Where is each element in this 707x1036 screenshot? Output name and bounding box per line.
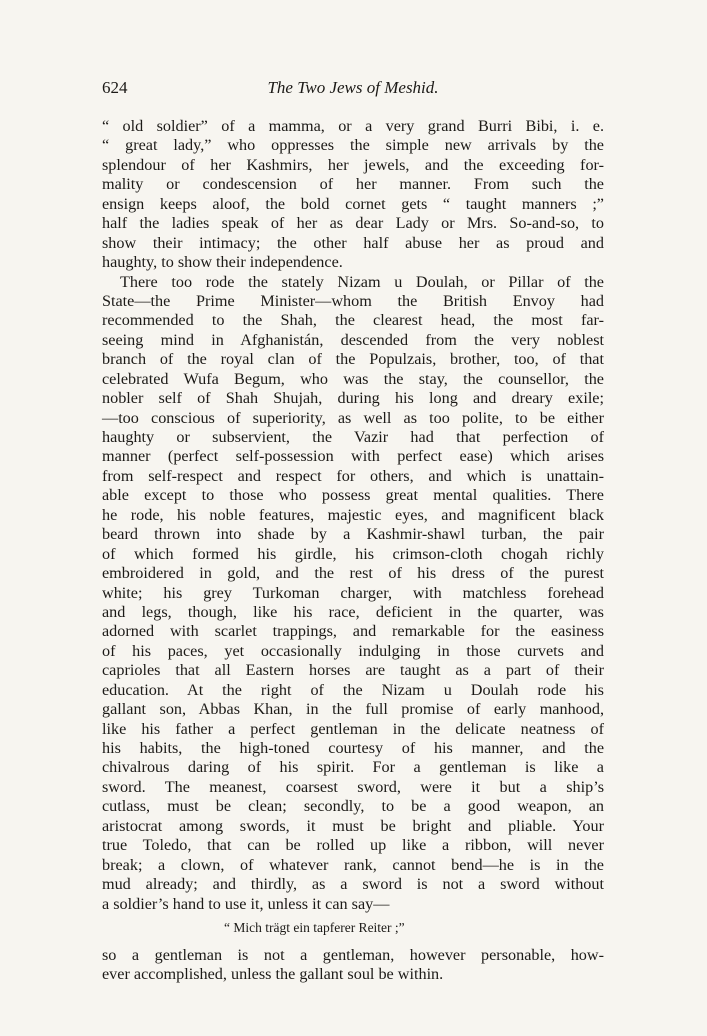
text-line: from self-respect and respect for others, and which is unattain-: [102, 466, 604, 485]
text-line: able except to those who possess great mental qualities. There: [102, 486, 604, 505]
paragraph-2: [102, 273, 604, 914]
text-line: sword. The meanest, coarsest sword, were it but a ship’s: [102, 777, 604, 796]
text-line: his habits, the high-toned courtesy of his manner, and the: [102, 739, 604, 757]
text-line: break; a clown, of whatever rank, cannot bend—he is in the: [102, 855, 604, 874]
text-line: and legs, though, like his race, deficient in the quarter, was: [102, 602, 604, 621]
text-line: State—the Prime Minister—whom the British Envoy had: [102, 291, 604, 310]
text-line: haughty, to show their independence.: [102, 253, 343, 272]
text-line: recommended to the Shah, the clearest head, the most far-: [102, 311, 604, 330]
paragraph-1: [102, 117, 604, 273]
text-line: show their intimacy; the other half abuse her as proud and: [102, 233, 604, 252]
text-line: seeing mind in Afghanistán, descended from the very noblest: [102, 330, 604, 349]
running-title: The Two Jews of Meshid.: [267, 78, 439, 97]
text-line: of which formed his girdle, his crimson-cloth chogah richly: [102, 544, 604, 563]
text-line: branch of the royal clan of the Populzais, brother, too, of that: [102, 350, 604, 369]
german-quote: “ Mich trägt ein tapferer Reiter ;”: [224, 919, 405, 935]
text-line: haughty or subservient, the Vazir had that perfection of: [102, 428, 604, 446]
text-line: half the ladies speak of her as dear Lady or Mrs. So-and-so, to: [102, 214, 604, 233]
text-line: celebrated Wufa Begum, who was the stay, the counsellor, the: [102, 369, 604, 388]
text-line: nobler self of Shah Shujah, during his long and dreary exile;: [102, 389, 604, 408]
book-page: [102, 78, 604, 985]
text-line: embroidered in gold, and the rest of his dress of the purest: [102, 564, 604, 583]
text-line: “ old soldier” of a mamma, or a very grand Burri Bibi, i. e.: [102, 117, 604, 135]
page-number: 624: [102, 78, 128, 97]
text-line: ever accomplished, unless the gallant soul be within.: [102, 965, 444, 984]
text-line: education. At the right of the Nizam u Doulah rode his: [102, 680, 604, 699]
text-line: white; his grey Turkoman charger, with matchless forehead: [102, 583, 604, 602]
text-line: There too rode the stately Nizam u Doulah, or Pillar of the: [120, 272, 604, 291]
text-line: ensign keeps aloof, the bold cornet gets “ taught manners ;”: [102, 194, 604, 213]
text-line: a soldier’s hand to use it, unless it can say—: [102, 894, 390, 913]
paragraph-3: [102, 946, 604, 985]
page-header: [102, 78, 604, 102]
text-line: cutlass, must be clean; secondly, to be a good weapon, an: [102, 797, 604, 816]
text-line: caprioles that all Eastern horses are taught as a part of their: [102, 661, 604, 680]
text-line: of his paces, yet occasionally indulging in those curvets and: [102, 641, 604, 660]
text-line: aristocrat among swords, it must be bright and pliable. Your: [102, 816, 604, 835]
text-line: adorned with scarlet trappings, and remarkable for the easiness: [102, 622, 604, 641]
text-line: manner (perfect self-possession with perfect ease) which arises: [102, 447, 604, 466]
text-line: mud already; and thirdly, as a sword is not a sword without: [102, 875, 604, 894]
text-line: true Toledo, that can be rolled up like a ribbon, will never: [102, 836, 604, 855]
text-line: “ great lady,” who oppresses the simple new arrivals by the: [102, 136, 604, 155]
text-line: splendour of her Kashmirs, her jewels, and the exceeding for-: [102, 155, 604, 174]
text-line: gallant son, Abbas Khan, in the full promise of early manhood,: [102, 700, 604, 719]
text-line: so a gentleman is not a gentleman, however personable, how-: [102, 945, 604, 964]
text-line: like his father a perfect gentleman in the delicate neatness of: [102, 719, 604, 738]
text-line: mality or condescension of her manner. From such the: [102, 175, 604, 194]
text-line: beard thrown into shade by a Kashmir-shawl turban, the pair: [102, 525, 604, 544]
text-line: chivalrous daring of his spirit. For a gentleman is like a: [102, 758, 604, 777]
body-text: [102, 117, 604, 985]
text-line: —too conscious of superiority, as well as too polite, to be either: [102, 408, 604, 427]
text-line: he rode, his noble features, majestic eyes, and magnificent black: [102, 505, 604, 524]
